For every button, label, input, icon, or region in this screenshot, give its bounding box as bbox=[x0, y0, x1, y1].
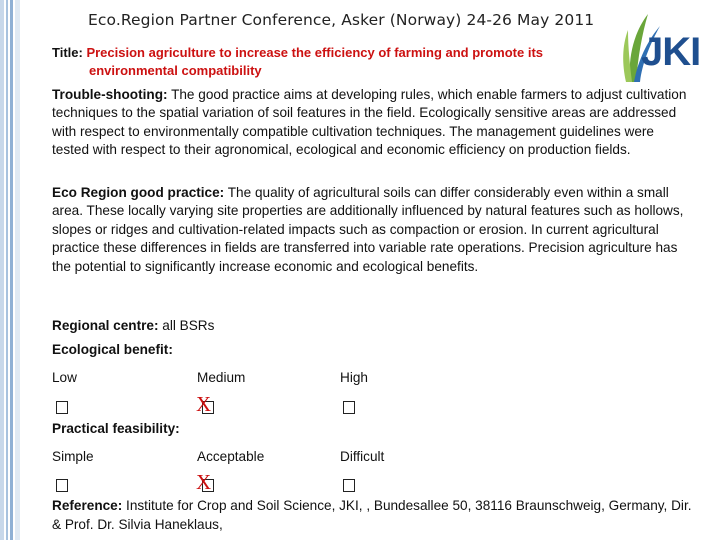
sidebar-decoration bbox=[0, 0, 22, 540]
sidebar-stripe bbox=[10, 0, 13, 540]
jki-logo-text: JKI bbox=[641, 30, 701, 74]
regional-centre-value: all BSRs bbox=[162, 318, 215, 333]
good-practice-text: The quality of agricultural soils can differ considerably even within a small area. These locally varying site properties are additionally influenced by natural features such as hollows, slopes or ridges and cultivation-related impacts such as compaction or erosion. In current agricultural practice these differences in fields are transferred into variable rate operations. Precision agriculture has the potential to significantly increase economic and ecological benefits. bbox=[52, 185, 684, 274]
practical-feasibility-heading: Practical feasibility: bbox=[52, 421, 180, 436]
conference-header: Eco.Region Partner Conference, Asker (Norway) 24-26 May 2011 bbox=[88, 11, 595, 29]
good-practice-paragraph bbox=[52, 184, 692, 276]
title-row bbox=[52, 44, 543, 61]
ecological-benefit-heading: Ecological benefit: bbox=[52, 342, 173, 357]
regional-centre bbox=[52, 318, 214, 333]
trouble-shooting-label: Trouble-shooting: bbox=[52, 87, 168, 102]
title-label: Title: bbox=[52, 45, 83, 60]
sidebar-stripe bbox=[0, 0, 4, 540]
regional-centre-label: Regional centre: bbox=[52, 318, 159, 333]
good-practice-label: Eco Region good practice: bbox=[52, 185, 225, 200]
practical-option-acceptable: Acceptable bbox=[197, 449, 265, 464]
ecological-option-medium: Medium bbox=[197, 370, 246, 385]
ecological-option-low: Low bbox=[52, 370, 77, 385]
trouble-shooting-text: The good practice aims at developing rules, which enable farmers to adjust cultivation techniques to the spatial variation of soil features in the field. Ecologically sensitive areas are addressed with respect to environmentally compatible cultivation techniques. The management guidelines were tested with respect to their agronomical, ecological and economic efficiency on production fields. bbox=[52, 87, 687, 158]
practical-difficult-checkbox[interactable] bbox=[343, 479, 355, 492]
practical-feasibility-label bbox=[52, 421, 180, 436]
sidebar-stripe bbox=[6, 0, 8, 540]
practical-option-simple: Simple bbox=[52, 449, 94, 464]
reference-text: Institute for Crop and Soil Science, JKI, , Bundesallee 50, 38116 Braunschweig, Germany, Dir. & Prof. Dr. Silvia Haneklaus, bbox=[52, 498, 692, 532]
title-text-continued: environmental compatibility bbox=[89, 63, 262, 78]
practical-simple-checkbox[interactable] bbox=[56, 479, 68, 492]
ecological-benefit-label bbox=[52, 342, 173, 357]
reference-label: Reference: bbox=[52, 498, 123, 513]
reference-paragraph bbox=[52, 496, 692, 534]
ecological-high-checkbox[interactable] bbox=[343, 401, 355, 414]
ecological-low-checkbox[interactable] bbox=[56, 401, 68, 414]
ecological-option-high: High bbox=[340, 370, 368, 385]
trouble-shooting-paragraph bbox=[52, 86, 692, 160]
practical-acceptable-mark: X bbox=[196, 470, 212, 494]
sidebar-stripe bbox=[15, 0, 20, 540]
practical-option-difficult: Difficult bbox=[340, 449, 385, 464]
ecological-medium-mark: X bbox=[196, 392, 212, 416]
title-text: Precision agriculture to increase the efficiency of farming and promote its bbox=[86, 45, 544, 60]
